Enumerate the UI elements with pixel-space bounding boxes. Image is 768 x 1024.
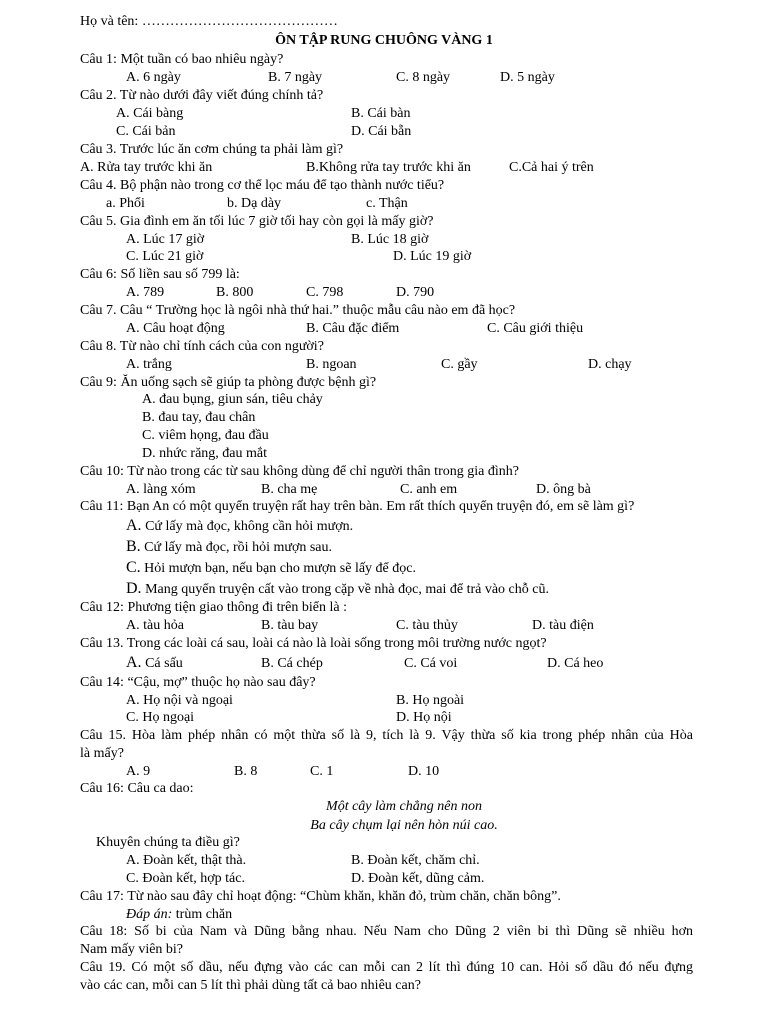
question-9: Câu 9: Ăn uống sạch sẽ giúp ta phòng được bệnh gì?	[80, 375, 377, 390]
q11-option-d	[126, 580, 549, 599]
q1-option-b: B. 7 ngày	[268, 70, 323, 85]
q15-option-b: B. 8	[234, 764, 258, 779]
question-6: Câu 6: Số liền sau số 799 là:	[80, 267, 240, 282]
q12-option-d: D. tàu điện	[532, 618, 594, 633]
q10-option-c: C. anh em	[400, 482, 458, 497]
question-2: Câu 2. Từ nào dưới đây viết đúng chính tả?	[80, 88, 324, 103]
q11-letter-c: C.	[126, 559, 141, 576]
q15-option-d: D. 10	[408, 764, 440, 779]
q11-option-c	[126, 559, 416, 578]
q7-option-c: C. Câu giới thiệu	[487, 321, 584, 336]
q15-option-a: A. 9	[126, 764, 151, 779]
question-5: Câu 5. Gia đình em ăn tối lúc 7 giờ tối hay còn gọi là mấy giờ?	[80, 214, 434, 229]
q1-option-d: D. 5 ngày	[500, 70, 555, 85]
q2-option-b: B. Cái bàn	[351, 106, 411, 121]
q7-option-a: A. Câu hoạt động	[126, 321, 225, 336]
q5-option-d: D. Lúc 19 giờ	[393, 249, 472, 264]
q11-option-a	[126, 517, 353, 536]
q9-option-b: B. đau tay, đau chân	[142, 410, 256, 425]
student-name-line: Họ và tên: ……………………………………	[80, 14, 338, 29]
question-13: Câu 13. Trong các loài cá sau, loài cá nào là loài sống trong môi trường nước ngọt?	[80, 636, 547, 651]
q6-option-c: C. 798	[306, 285, 344, 300]
q2-option-d: D. Cái bẵn	[351, 124, 412, 139]
q11-text-d: Mang quyển truyện cất vào trong cặp về nhà đọc, mai để trả vào chỗ cũ.	[145, 582, 549, 597]
q9-option-a: A. đau bụng, giun sán, tiêu chảy	[142, 392, 323, 407]
question-18-line-2: Nam mấy viên bi?	[80, 942, 184, 957]
question-19-line-1: Câu 19. Có một số dầu, nếu đựng vào các can mỗi can 2 lít thì đúng 10 can. Hỏi số dầu đó nếu đựng	[80, 960, 693, 975]
q5-option-b: B. Lúc 18 giờ	[351, 232, 429, 247]
question-8: Câu 8. Từ nào chỉ tính cách của con người?	[80, 339, 324, 354]
q3-option-a: A. Rửa tay trước khi ăn	[80, 160, 213, 175]
q12-option-a: A. tàu hỏa	[126, 618, 184, 633]
q11-text-b: Cứ lấy mà đọc, rồi hỏi mượn sau.	[144, 540, 333, 555]
q14-option-c: C. Họ ngoại	[126, 710, 195, 725]
q14-option-b: B. Họ ngoài	[396, 693, 465, 708]
q2-option-c: C. Cái bản	[116, 124, 176, 139]
q9-option-c: C. viêm họng, đau đầu	[142, 428, 269, 443]
q10-option-b: B. cha mẹ	[261, 482, 318, 497]
q4-option-c: c. Thận	[366, 196, 408, 211]
q8-option-b: B. ngoan	[306, 357, 357, 372]
q14-option-a: A. Họ nội và ngoại	[126, 693, 233, 708]
page-title: ÔN TẬP RUNG CHUÔNG VÀNG 1	[275, 33, 493, 48]
q6-option-b: B. 800	[216, 285, 254, 300]
q16-option-a: A. Đoàn kết, thật thà.	[126, 853, 247, 868]
q11-option-b	[126, 538, 332, 557]
question-15-line-1: Câu 15. Hòa làm phép nhân có một thừa số là 9, tích là 9. Vậy thừa số kia trong phép nhân của Hòa	[80, 728, 693, 743]
q10-option-d: D. ông bà	[536, 482, 591, 497]
q7-option-b: B. Câu đặc điểm	[306, 321, 400, 336]
question-16: Câu 16: Câu ca dao:	[80, 781, 194, 796]
q6-option-d: D. 790	[396, 285, 435, 300]
question-10: Câu 10: Từ nào trong các từ sau không dùng để chỉ người thân trong gia đình?	[80, 464, 519, 479]
q15-option-c: C. 1	[310, 764, 334, 779]
q16-option-b: B. Đoàn kết, chăm chỉ.	[351, 853, 480, 868]
question-12: Câu 12: Phương tiện giao thông đi trên biển là :	[80, 600, 347, 615]
question-15-line-2: là mấy?	[80, 746, 124, 761]
q16-option-c: C. Đoàn kết, hợp tác.	[126, 871, 245, 886]
q11-letter-b: B.	[126, 538, 141, 555]
question-17: Câu 17: Từ nào sau đây chỉ hoạt động: “Chùm khăn, khăn đỏ, trùm chăn, chăn bông”.	[80, 889, 561, 904]
q11-text-c: Hỏi mượn bạn, nếu bạn cho mượn sẽ lấy để đọc.	[144, 561, 416, 576]
q6-option-a: A. 789	[126, 285, 165, 300]
q13-letter-a: A.	[126, 654, 142, 671]
q13-option-d: D. Cá heo	[547, 656, 604, 671]
q13-option-c: C. Cá voi	[404, 656, 458, 671]
question-3: Câu 3. Trước lúc ăn cơm chúng ta phải làm gì?	[80, 142, 344, 157]
q9-option-d: D. nhức răng, đau mắt	[142, 446, 267, 461]
question-7: Câu 7. Câu “ Trường học là ngôi nhà thứ hai.” thuộc mẫu câu nào em đã học?	[80, 303, 516, 318]
q11-letter-a: A.	[126, 517, 142, 534]
q11-letter-d: D.	[126, 580, 142, 597]
q17-answer-label: Đáp án:	[126, 907, 173, 922]
q5-option-c: C. Lúc 21 giờ	[126, 249, 204, 264]
q1-option-c: C. 8 ngày	[396, 70, 451, 85]
question-11: Câu 11: Bạn An có một quyển truyện rất hay trên bàn. Em rất thích quyển truyện đó, em sẽ làm gì?	[80, 499, 635, 514]
q16-prompt: Khuyên chúng ta điều gì?	[96, 835, 240, 850]
question-1: Câu 1: Một tuần có bao nhiêu ngày?	[80, 52, 284, 67]
q4-option-a: a. Phổi	[106, 196, 145, 211]
q16-option-d: D. Đoàn kết, dũng cảm.	[351, 871, 485, 886]
question-14: Câu 14: “Cậu, mợ” thuộc họ nào sau đây?	[80, 675, 316, 690]
q8-option-c: C. gầy	[441, 357, 478, 372]
q1-option-a: A. 6 ngày	[126, 70, 181, 85]
q14-option-d: D. Họ nội	[396, 710, 452, 725]
q8-option-d: D. chạy	[588, 357, 632, 372]
q2-option-a: A. Cái bàng	[116, 106, 184, 121]
q17-answer	[126, 906, 232, 924]
q13-option-a	[126, 654, 183, 673]
question-19-line-2: vào các can, mỗi can 5 lít thì phải dùng tất cả bao nhiêu can?	[80, 978, 421, 993]
q3-option-c: C.Cả hai ý trên	[509, 160, 594, 175]
question-18-line-1: Câu 18: Số bi của Nam và Dũng bằng nhau. Nếu Nam cho Dũng 2 viên bi thì Dũng sẽ nhiều hơn	[80, 924, 693, 939]
q13-option-b: B. Cá chép	[261, 656, 323, 671]
q11-text-a: Cứ lấy mà đọc, không cần hỏi mượn.	[145, 519, 354, 534]
question-4: Câu 4. Bộ phận nào trong cơ thể lọc máu để tạo thành nước tiểu?	[80, 178, 445, 193]
q12-option-b: B. tàu bay	[261, 618, 319, 633]
q3-option-b: B.Không rửa tay trước khi ăn	[306, 160, 471, 175]
q4-option-b: b. Dạ dày	[227, 196, 282, 211]
q12-option-c: C. tàu thủy	[396, 618, 458, 633]
q8-option-a: A. trắng	[126, 357, 172, 372]
q17-answer-text: trùm chăn	[172, 907, 233, 922]
q5-option-a: A. Lúc 17 giờ	[126, 232, 205, 247]
q16-verse-1: Một cây làm chẳng nên non	[326, 799, 482, 814]
q10-option-a: A. làng xóm	[126, 482, 196, 497]
q16-verse-2: Ba cây chụm lại nên hòn núi cao.	[310, 818, 498, 833]
q13-text-a: Cá sấu	[145, 656, 183, 671]
